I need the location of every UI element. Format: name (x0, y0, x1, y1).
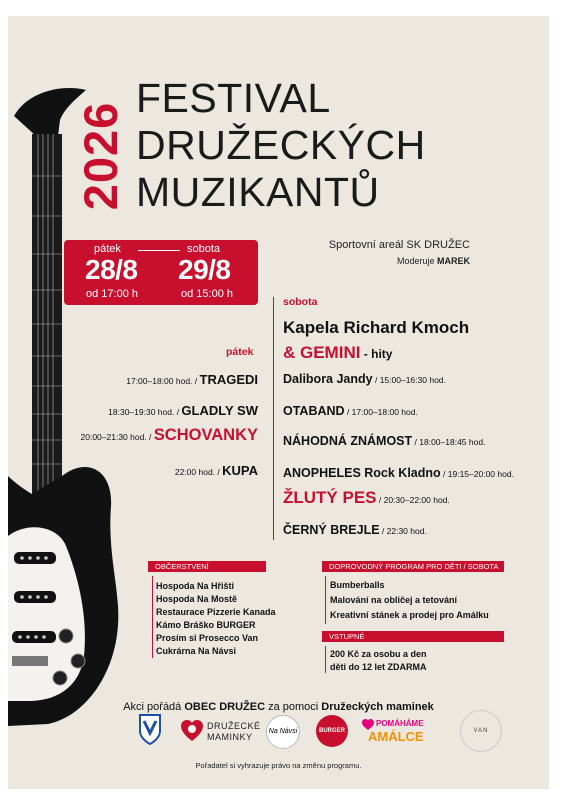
friday-label: pátek (94, 243, 121, 255)
saturday-start-time: od 15:00 h (181, 288, 233, 300)
pomahame-amalce-logo (362, 719, 438, 745)
food-item: Restaurace Pizzerie Kanada (156, 607, 276, 617)
schedule-divider (273, 297, 274, 540)
act-name: TRAGEDI (199, 372, 258, 387)
friday-start-time: od 17:00 h (86, 288, 138, 300)
na-navsi-logo (266, 715, 300, 749)
moderator (397, 256, 470, 266)
act-time: 20:00–21:30 hod. / (80, 432, 154, 442)
heart-icon (180, 719, 204, 743)
act-time: 18:30–19:30 hod. / (108, 407, 182, 417)
organizer-line (8, 701, 549, 713)
saturday-label: sobota (187, 243, 221, 255)
organizer-prefix: Akci pořádá (123, 701, 185, 713)
organizer-helper: Družeckých maminek (321, 701, 434, 713)
moderator-name: MAREK (437, 256, 470, 266)
saturday-act (283, 432, 485, 450)
kamo-brasko-burger-logo (316, 715, 348, 747)
saturday-act (283, 521, 427, 539)
food-header: OBČERSTVENÍ (148, 561, 266, 572)
program-change-disclaimer: Pořadatel si vyhrazuje právo na změnu programu. (195, 761, 362, 770)
title-line-festival: FESTIVAL (136, 75, 331, 121)
organizer-name: OBEC DRUŽEC (184, 701, 266, 713)
food-item: Hospoda Na Hřišti (156, 581, 235, 591)
title-line-druzeckych: DRUŽECKÝCH (136, 122, 426, 168)
act-time: / 15:00–16:30 hod. (372, 375, 446, 385)
burger-logo-text: BURGER (318, 728, 345, 734)
act-name: ČERNÝ BREJLE (283, 523, 380, 537)
act-time: / 18:00–18:45 hod. (412, 437, 486, 447)
saturday-schedule-label: sobota (283, 296, 318, 308)
saturday-act (283, 370, 446, 388)
act-name: Dalibora Jandy (283, 372, 373, 386)
festival-dates-box (64, 240, 258, 305)
kids-program-item: Malování na obličej a tetování (330, 595, 458, 605)
maminky-logo-text: MAMINKY (207, 732, 253, 742)
druzec-coat-of-arms-logo (138, 713, 162, 745)
headliner-suffix: - hity (360, 347, 393, 361)
kids-program-item: Kreativní stánek a prodej pro Amálku (330, 610, 489, 620)
food-item: Prosím si Prosecco Van (156, 633, 259, 643)
van-logo-text: VAN (473, 728, 489, 734)
admission-divider (325, 646, 326, 673)
act-name: SCHOVANKY (153, 426, 258, 444)
headliner-line1: Kapela Richard Kmoch (283, 318, 470, 337)
friday-date: 28/8 (85, 254, 138, 285)
na-navsi-logo-text: Na Návsi (268, 728, 298, 735)
act-time: / 20:30–22:00 hod. (376, 495, 450, 505)
food-item: Cukrárna Na Návsi (156, 646, 237, 656)
druzecke-logo-text: DRUŽECKÉ (207, 721, 261, 731)
admission-header: VSTUPNÉ (322, 631, 504, 642)
act-name: ANOPHELES Rock Kladno (283, 466, 441, 480)
food-item: Kámo Bráško BURGER (156, 620, 256, 630)
moderator-prefix: Moderuje (396, 256, 435, 266)
friday-act (175, 462, 258, 480)
admission-children: děti do 12 let ZDARMA (330, 662, 427, 672)
title-line-muzikantu: MUZIKANTŮ (136, 169, 380, 215)
food-item: Hospoda Na Mostě (156, 594, 238, 604)
friday-act (81, 426, 258, 445)
act-name: KUPA (222, 463, 258, 478)
pomahame-logo-text: POMÁHÁME (376, 719, 424, 728)
act-name: GLADLY SW (181, 403, 258, 418)
organizer-middle: za pomoci (265, 701, 322, 713)
saturday-act (283, 464, 514, 482)
saturday-act (283, 402, 418, 420)
festival-year: 2026 (74, 101, 127, 211)
act-name: ŽLUTÝ PES (283, 488, 377, 507)
act-time: / 17:00–18:00 hod. (344, 407, 418, 417)
kids-program-item: Bumberballs (330, 580, 385, 590)
friday-schedule-label: pátek (226, 346, 254, 358)
festival-poster (8, 16, 549, 789)
kids-divider (325, 576, 326, 624)
act-time: 22:00 hod. / (174, 467, 223, 477)
act-time: / 19:15–20:00 hod. (440, 469, 514, 479)
venue: Sportovní areál SK DRUŽEC (328, 239, 470, 251)
dates-divider-line (138, 250, 180, 251)
act-name: OTABAND (283, 404, 345, 418)
amalce-logo-text: AMÁLCE (368, 729, 424, 744)
act-time: / 22:30 hod. (379, 526, 427, 536)
prosecco-van-logo (460, 710, 502, 752)
act-time: 17:00–18:00 hod. / (126, 376, 200, 386)
druzecke-maminky-logo (180, 719, 260, 745)
headliner-line2 (283, 343, 392, 363)
saturday-act (283, 488, 450, 508)
friday-act (126, 371, 258, 389)
friday-act (108, 402, 258, 420)
saturday-date: 29/8 (178, 254, 231, 285)
admission-price: 200 Kč za osobu a den (330, 649, 427, 659)
kids-program-header: DOPROVODNÝ PROGRAM PRO DĚTI / SOBOTA (322, 561, 504, 572)
food-divider (152, 576, 153, 658)
act-name: NÁHODNÁ ZNÁMOST (283, 434, 413, 448)
headliner-gemini: & GEMINI (283, 343, 361, 362)
